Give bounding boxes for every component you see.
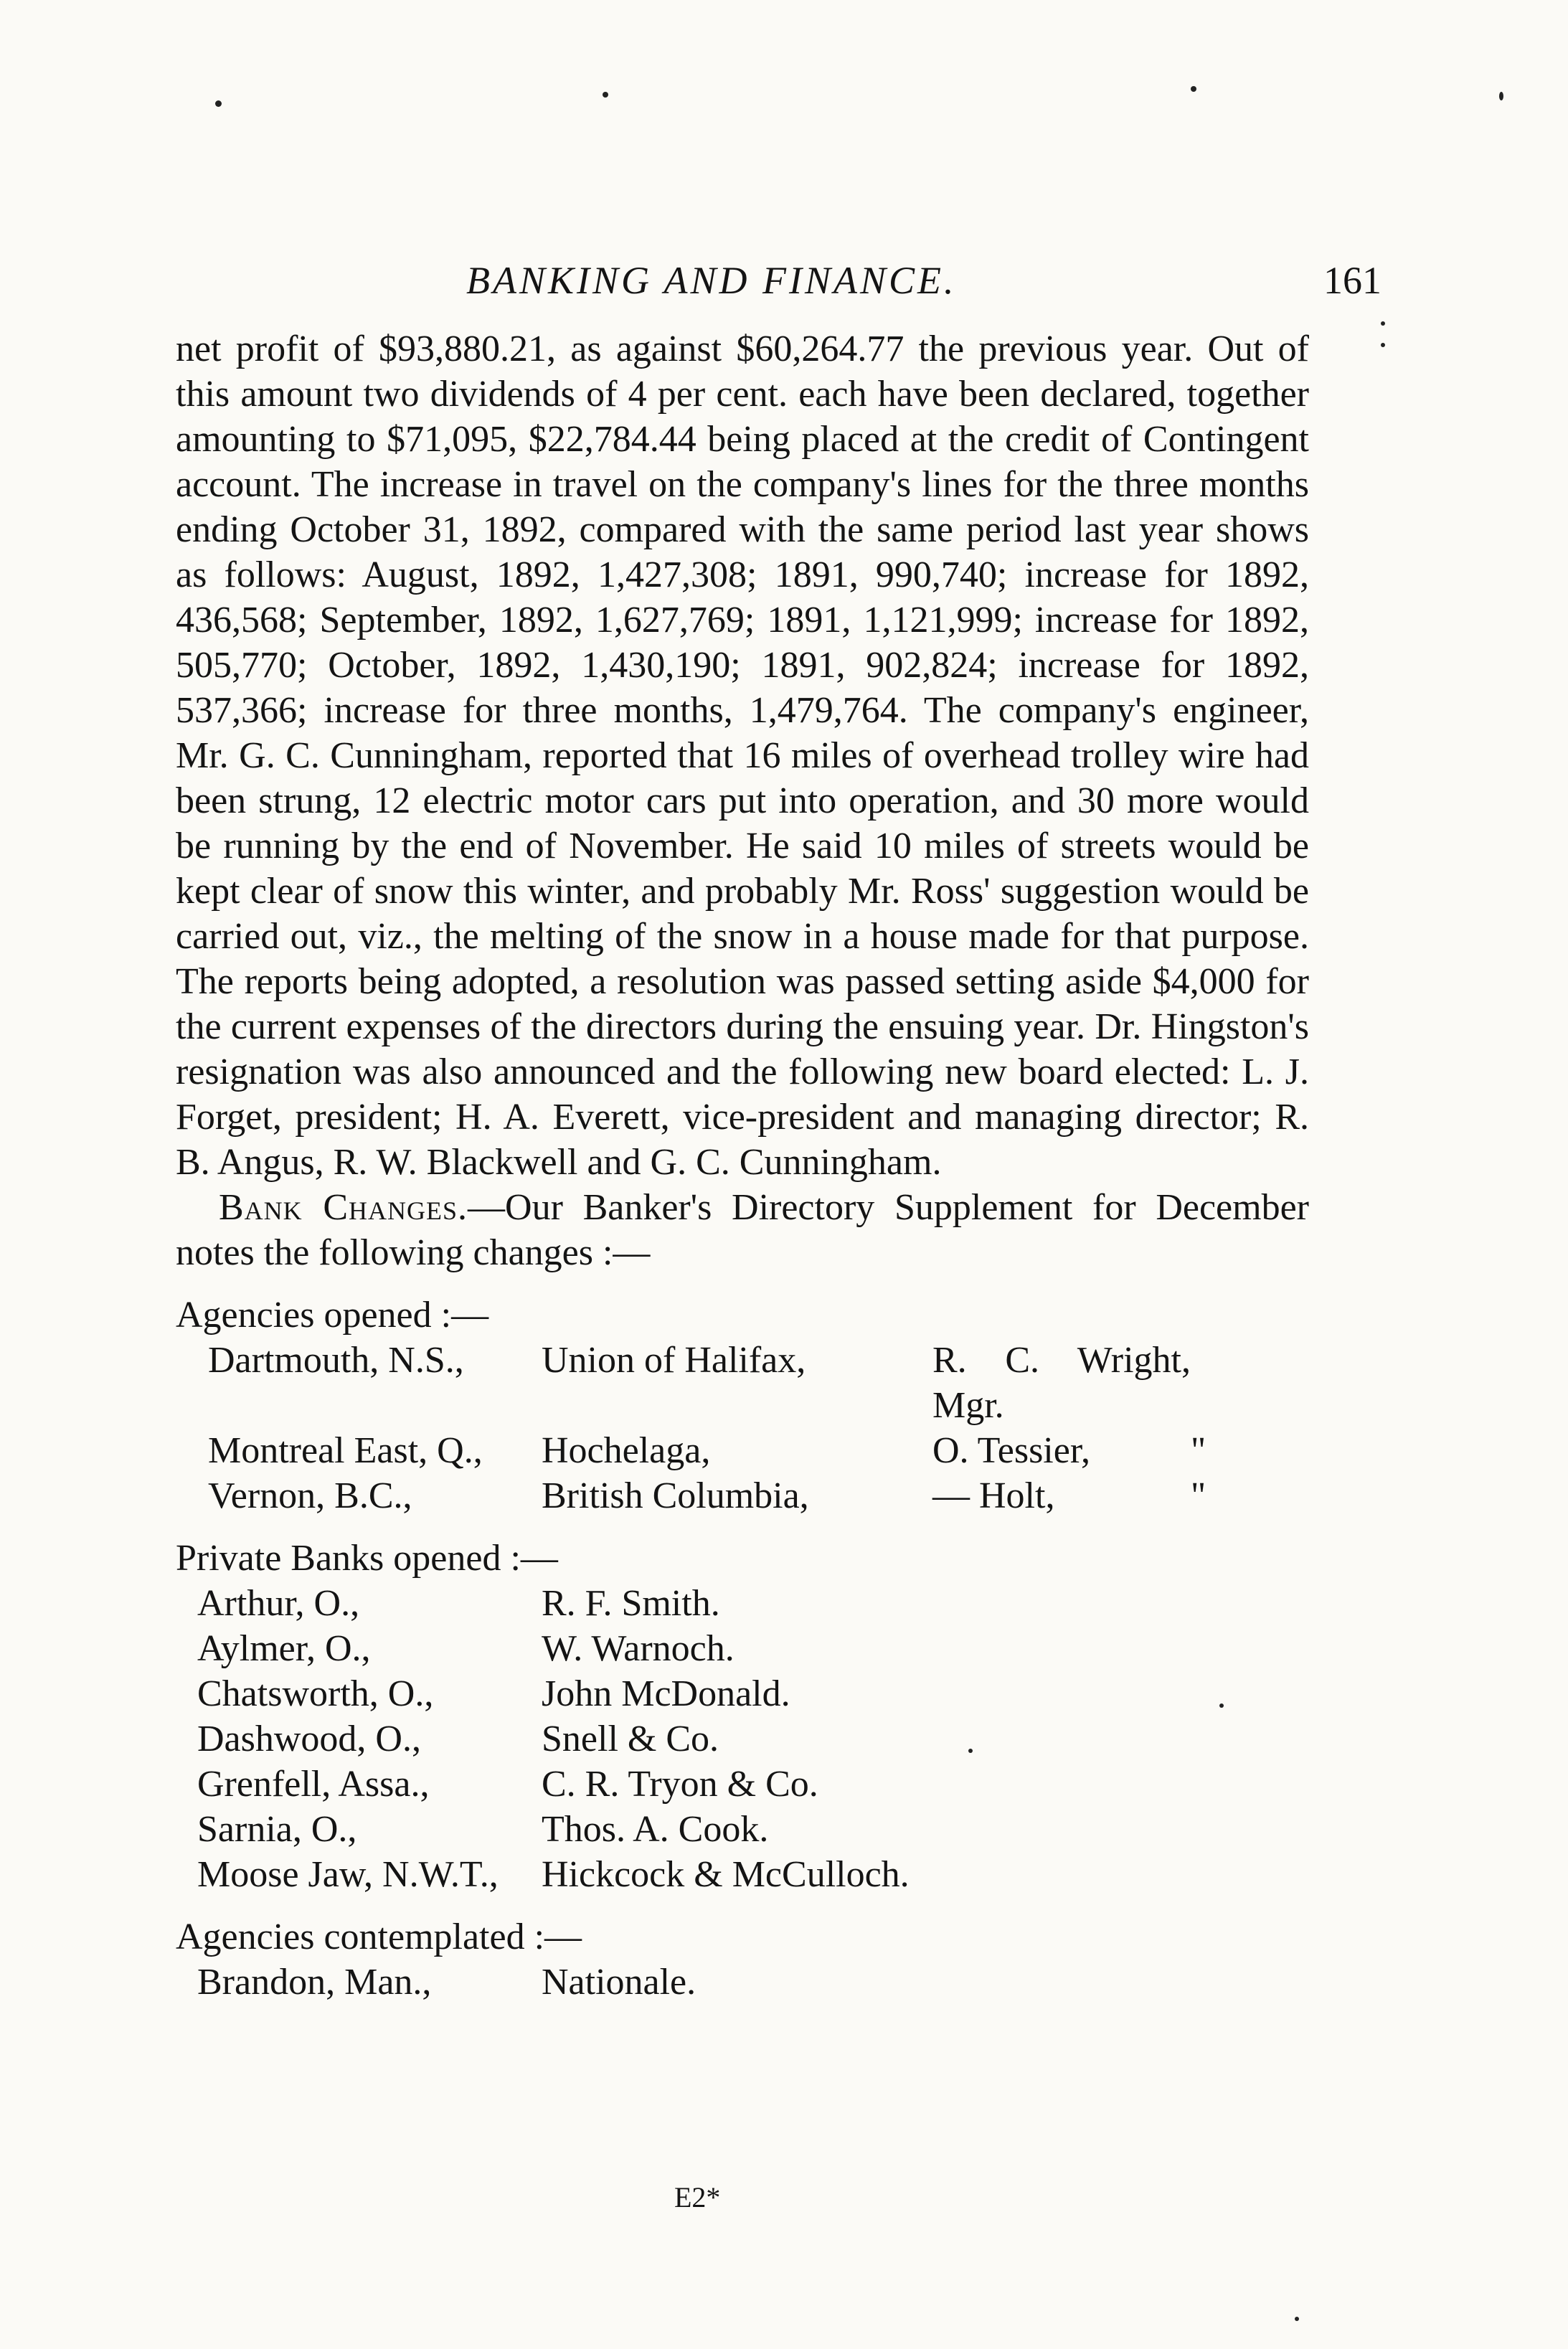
print-speck [1295,2317,1299,2321]
bank-changes-heading: Bank Changes. [219,1187,468,1228]
page-header [172,258,1396,308]
print-speck [1219,1703,1224,1708]
place: Montreal East, Q., [208,1430,483,1471]
agencies-opened-list [176,1338,1309,1518]
place: Aylmer, O., [197,1628,371,1669]
banker-name: W. Warnoch. [542,1628,735,1669]
banker-name: Snell & Co. [542,1719,719,1759]
list-item [176,1428,1309,1473]
bank-name: Union of Halifax, [542,1340,806,1381]
agencies-opened-label: Agencies opened :— [176,1295,489,1336]
banker-name: R. F. Smith. [542,1583,720,1624]
print-speck [603,92,608,98]
place: Vernon, B.C., [208,1475,412,1516]
private-banks-list [176,1581,1309,1897]
print-speck [968,1749,973,1753]
print-speck [1381,321,1385,326]
list-item [176,1852,1309,1897]
bank-name: British Columbia, [542,1475,809,1516]
place: Brandon, Man., [197,1962,432,2003]
page-number: 161 [1323,259,1382,302]
list-item [176,1671,1309,1716]
ditto-mark: " [1191,1430,1206,1471]
list-item [176,1762,1309,1807]
bank-changes-paragraph [176,1185,1309,1275]
place: Sarnia, O., [197,1809,357,1850]
list-item [176,1338,1309,1428]
list-item [176,1473,1309,1518]
manager-name: — Holt, [932,1475,1055,1516]
bank-changes-text: —Our Banker's Directory Supplement for December notes the following changes :— [176,1187,1309,1273]
list-item [176,1581,1309,1626]
banker-name: Nationale. [542,1962,696,2003]
manager-name: O. Tessier, [932,1430,1091,1471]
manager-name: R. C. Wright, Mgr. [932,1340,1191,1426]
print-speck [1381,343,1385,347]
place: Arthur, O., [197,1583,360,1624]
list-item [176,1807,1309,1852]
place: Dartmouth, N.S., [208,1340,464,1381]
place: Moose Jaw, N.W.T., [197,1854,499,1895]
list-item [176,1960,1309,2005]
bank-name: Hochelaga, [542,1430,711,1471]
paragraph-net-profit: net profit of $93,880.21, as against $60,264.77 the previous year. Out of this amount two dividends of 4 per cent. each have been declared, together amounting to $71,095, $22,784.44 being placed at the credit of Contingent account. The increase in travel on the company's lines for the three months ending October 31, 1892, compared with the same period last year shows as follows: August, 1892, 1,427,308; 1891, 990,740; increase for 1892, 436,568; September, 1892, 1,627,769; 1891, 1,121,999; increase for 1892, 505,770; October, 1892, 1,430,190; 1891, 902,824; increase for 1892, 537,366; increase for three months, 1,479,764. The company's engineer, Mr. G. C. Cunningham, reported that 16 miles of overhead trolley wire had been strung, 12 electric motor cars put into operation, and 30 more would be running by the end of November. He said 10 miles of streets would be kept clear of snow this winter, and probably Mr. Ross' suggestion would be carried out, viz., the melting of the snow in a house made for that purpose. The reports being adopted, a resolution was passed setting aside $4,000 for the current expenses of the directors during the ensuing year. Dr. Hingston's resignation was also announced and the following new board elected: L. J. Forget, president; H. A. Everett, vice-president and managing director; R. B. Angus, R. W. Blackwell and G. C. Cunningham. [176,329,1309,1183]
list-item [176,1626,1309,1671]
signature-mark: E2* [674,2181,721,2213]
ditto-mark [1191,1338,1277,1428]
list-item [176,1716,1309,1762]
banker-name: John McDonald. [542,1673,790,1714]
place: Dashwood, O., [197,1719,421,1759]
banker-name: C. R. Tryon & Co. [542,1764,818,1805]
private-banks-opened-label: Private Banks opened :— [176,1538,558,1579]
ditto-mark: " [1191,1475,1206,1516]
print-speck [215,100,222,107]
agencies-contemplated-list [176,1960,1309,2005]
print-speck [1499,92,1503,100]
place: Chatsworth, O., [197,1673,434,1714]
place: Grenfell, Assa., [197,1764,430,1805]
banker-name: Thos. A. Cook. [542,1809,769,1850]
agencies-contemplated-label: Agencies contemplated :— [176,1916,582,1957]
print-speck [1191,86,1196,92]
running-head: BANKING AND FINANCE. [466,259,957,302]
body-text [176,326,1309,2005]
banker-name: Hickcock & McCulloch. [542,1854,910,1895]
